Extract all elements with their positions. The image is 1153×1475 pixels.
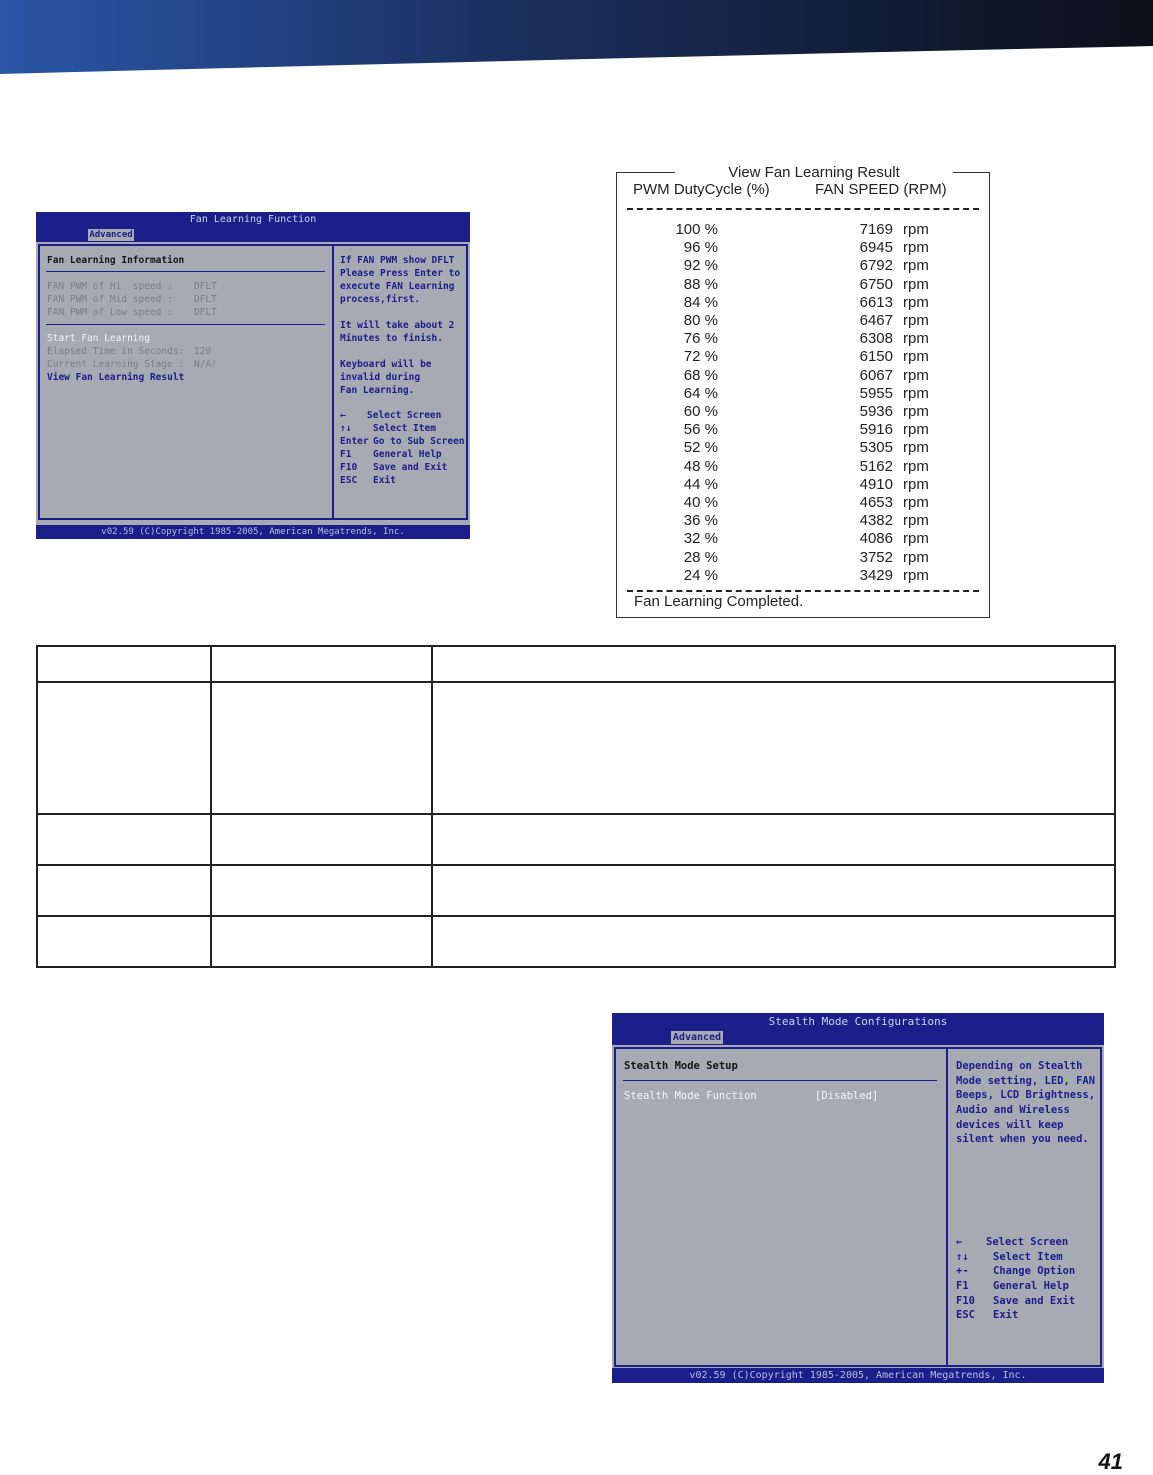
table-cell (211, 682, 432, 814)
fan-speed-value: 6792 (859, 257, 893, 275)
pwm-low-label: FAN PWM of Low speed : (47, 307, 173, 318)
fan-speed-value: 6467 (859, 312, 893, 329)
duty-cycle-value: 48 % (683, 457, 718, 475)
result-row (617, 257, 989, 275)
rpm-unit: rpm (903, 566, 929, 584)
bios-tab-bar (612, 1030, 1104, 1045)
table-header-row (37, 646, 1115, 682)
fan-speed-value: 7169 (859, 221, 893, 238)
col-header-speed: FAN SPEED (RPM) (815, 181, 947, 198)
key-action: Change Option (993, 1265, 1076, 1277)
table-row (37, 916, 1115, 967)
help-line: devices will keep (956, 1119, 1064, 1131)
table-cell (37, 646, 211, 682)
result-row (617, 494, 989, 512)
rpm-unit: rpm (903, 384, 929, 402)
help-line: invalid during (340, 372, 421, 383)
fan-speed-value: 5936 (859, 403, 893, 420)
table-cell (37, 916, 211, 967)
stealth-mode-function-item[interactable]: Stealth Mode Function (624, 1090, 757, 1102)
result-row (617, 530, 989, 548)
table-cell (37, 682, 211, 814)
help-line: Audio and Wireless (956, 1104, 1070, 1116)
bios-footer: v02.59 (C)Copyright 1985-2005, American Megatrends, Inc. (36, 525, 470, 539)
fan-speed-value: 5305 (859, 439, 893, 457)
result-row (617, 458, 989, 476)
duty-cycle-value: 68 % (683, 366, 718, 384)
pwm-low-value: DFLT (194, 307, 217, 318)
duty-cycle-value: 28 % (683, 548, 718, 566)
bios-title: Fan Learning Function (36, 212, 470, 228)
key-plus-minus: +- (956, 1265, 969, 1277)
key-action: General Help (373, 449, 442, 460)
stealth-mode-screen (612, 1013, 1104, 1383)
fan-speed-value: 6750 (859, 275, 893, 293)
result-row (617, 294, 989, 312)
table-cell (37, 865, 211, 916)
section-rule (623, 1080, 937, 1081)
rpm-unit: rpm (903, 330, 929, 348)
bios-tab-bar (36, 228, 470, 242)
duty-cycle-value: 60 % (683, 403, 718, 420)
dashed-separator (627, 590, 979, 592)
key-action: Save and Exit (993, 1295, 1076, 1307)
key-enter: Enter (340, 436, 369, 447)
fan-speed-value: 5955 (859, 384, 893, 402)
panel-divider (332, 244, 334, 520)
bios-title: Stealth Mode Configurations (612, 1013, 1104, 1030)
key-f1: F1 (956, 1280, 969, 1292)
dashed-separator (627, 208, 979, 210)
key-f1: F1 (340, 449, 352, 460)
pwm-hi-label: FAN PWM of Hi speed : (47, 281, 173, 292)
panel-divider (946, 1047, 948, 1367)
duty-cycle-value: 64 % (683, 384, 718, 402)
page-number: 41 (1098, 1449, 1123, 1474)
fan-learning-result-box (616, 164, 990, 618)
duty-cycle-value: 24 % (683, 566, 718, 584)
section-rule (46, 324, 325, 325)
result-row (617, 512, 989, 530)
fan-speed-value: 6308 (859, 330, 893, 348)
fan-speed-value: 4382 (859, 512, 893, 530)
table-cell (432, 646, 1115, 682)
result-row (617, 421, 989, 439)
rpm-unit: rpm (903, 239, 929, 257)
learning-stage-value: N/A! (194, 359, 217, 370)
help-line: execute FAN Learning (340, 281, 455, 292)
key-action: Select Screen (986, 1236, 1069, 1248)
fan-speed-value: 3429 (859, 566, 893, 584)
result-row (617, 312, 989, 330)
key-esc: ESC (340, 475, 358, 486)
learning-stage-label: Current Learning Stage : (47, 359, 185, 370)
result-row (617, 385, 989, 403)
result-row (617, 476, 989, 494)
fan-learning-screen (36, 212, 470, 539)
table-row (37, 682, 1115, 814)
result-row (617, 403, 989, 421)
duty-cycle-value: 88 % (683, 275, 718, 293)
col-header-duty: PWM DutyCycle (%) (633, 181, 770, 198)
fan-speed-value: 3752 (859, 548, 893, 566)
table-cell (432, 814, 1115, 865)
pwm-mid-label: FAN PWM of Mid speed : (47, 294, 173, 305)
help-line: process,first. (340, 294, 421, 305)
rpm-unit: rpm (903, 457, 929, 475)
fan-speed-value: 5162 (859, 457, 893, 475)
stealth-mode-value[interactable]: [Disabled] (815, 1090, 879, 1102)
table-cell (432, 865, 1115, 916)
duty-cycle-value: 44 % (683, 475, 718, 493)
key-f10: F10 (956, 1295, 975, 1307)
duty-cycle-value: 76 % (683, 330, 718, 348)
key-left-arrow-icon: ← (340, 410, 346, 421)
section-rule (46, 271, 325, 272)
key-left-arrow-icon: ← (956, 1236, 963, 1248)
table-cell (211, 916, 432, 967)
key-up-down-arrow-icon: ↑↓ (340, 423, 352, 434)
header-banner (0, 0, 1153, 78)
duty-cycle-value: 36 % (683, 512, 718, 530)
help-line: Mode setting, LED, FAN (956, 1075, 1096, 1087)
key-up-down-arrow-icon: ↑↓ (956, 1251, 969, 1263)
duty-cycle-value: 32 % (683, 530, 718, 548)
duty-cycle-value: 84 % (683, 293, 718, 311)
fan-speed-value: 6613 (859, 293, 893, 311)
key-action: General Help (993, 1280, 1069, 1292)
rpm-unit: rpm (903, 366, 929, 384)
table-cell (432, 916, 1115, 967)
rpm-unit: rpm (903, 403, 929, 420)
table-cell (37, 814, 211, 865)
fan-speed-value: 5916 (859, 421, 893, 439)
rpm-unit: rpm (903, 257, 929, 275)
fan-speed-value: 4653 (859, 494, 893, 511)
result-row (617, 239, 989, 257)
fan-speed-value: 4086 (859, 530, 893, 548)
help-line: Keyboard will be (340, 359, 432, 370)
help-line: Minutes to finish. (340, 333, 443, 344)
result-row (617, 348, 989, 366)
elapsed-time-label: Elapsed Time in Seconds: (47, 346, 185, 357)
rpm-unit: rpm (903, 221, 929, 238)
key-action: Select Item (993, 1251, 1063, 1263)
table-cell (432, 682, 1115, 814)
key-action: Save and Exit (373, 462, 448, 473)
rpm-unit: rpm (903, 494, 929, 511)
duty-cycle-value: 40 % (683, 494, 718, 511)
rpm-unit: rpm (903, 421, 929, 439)
result-row (617, 549, 989, 567)
rpm-unit: rpm (903, 512, 929, 530)
rpm-unit: rpm (903, 275, 929, 293)
table-cell (211, 646, 432, 682)
fan-speed-value: 4910 (859, 475, 893, 493)
help-line: Depending on Stealth (956, 1060, 1083, 1072)
bios-footer: v02.59 (C)Copyright 1985-2005, American Megatrends, Inc. (612, 1368, 1104, 1383)
key-action: Exit (373, 475, 396, 486)
key-action: Exit (993, 1309, 1019, 1321)
view-fan-result-item[interactable]: View Fan Learning Result (47, 372, 185, 383)
elapsed-time-value: 120 (194, 346, 212, 357)
rpm-unit: rpm (903, 293, 929, 311)
rpm-unit: rpm (903, 439, 929, 457)
rpm-unit: rpm (903, 475, 929, 493)
help-line: If FAN PWM show DFLT (340, 255, 455, 266)
fan-speed-value: 6945 (859, 239, 893, 257)
start-fan-learning-item[interactable]: Start Fan Learning (47, 333, 150, 344)
pwm-hi-value: DFLT (194, 281, 217, 292)
result-row (617, 367, 989, 385)
help-line: Please Press Enter to (340, 268, 461, 279)
learning-status: Fan Learning Completed. (634, 593, 804, 610)
section-title: Stealth Mode Setup (624, 1060, 738, 1072)
key-action: Go to Sub Screen (373, 436, 465, 447)
section-title: Fan Learning Information (47, 255, 185, 266)
table-cell (211, 814, 432, 865)
duty-cycle-value: 52 % (683, 439, 718, 457)
result-row (617, 276, 989, 294)
duty-cycle-value: 92 % (683, 257, 718, 275)
help-line: silent when you need. (956, 1133, 1089, 1145)
pwm-mid-value: DFLT (194, 294, 217, 305)
help-line: It will take about 2 (340, 320, 455, 331)
duty-cycle-value: 80 % (683, 312, 718, 329)
result-title: View Fan Learning Result (675, 163, 953, 183)
duty-cycle-value: 96 % (683, 239, 718, 257)
help-line: Beeps, LCD Brightness, (956, 1089, 1096, 1101)
result-row (617, 330, 989, 348)
rpm-unit: rpm (903, 312, 929, 329)
key-f10: F10 (340, 462, 358, 473)
help-line: Fan Learning. (340, 385, 415, 396)
rpm-unit: rpm (903, 530, 929, 548)
tab-advanced[interactable]: Advanced (672, 1032, 722, 1043)
key-esc: ESC (956, 1309, 975, 1321)
key-action: Select Screen (367, 410, 442, 421)
result-row (617, 567, 989, 585)
result-row (617, 221, 989, 239)
table-row (37, 865, 1115, 916)
duty-cycle-value: 56 % (683, 421, 718, 439)
table-cell (211, 865, 432, 916)
duty-cycle-value: 100 % (675, 221, 718, 238)
result-row (617, 439, 989, 457)
rpm-unit: rpm (903, 548, 929, 566)
key-action: Select Item (373, 423, 436, 434)
fan-speed-value: 6067 (859, 366, 893, 384)
duty-cycle-value: 72 % (683, 348, 718, 366)
fan-speed-value: 6150 (859, 348, 893, 366)
tab-advanced[interactable]: Advanced (89, 230, 133, 240)
info-table (36, 645, 1116, 968)
rpm-unit: rpm (903, 348, 929, 366)
table-row (37, 814, 1115, 865)
